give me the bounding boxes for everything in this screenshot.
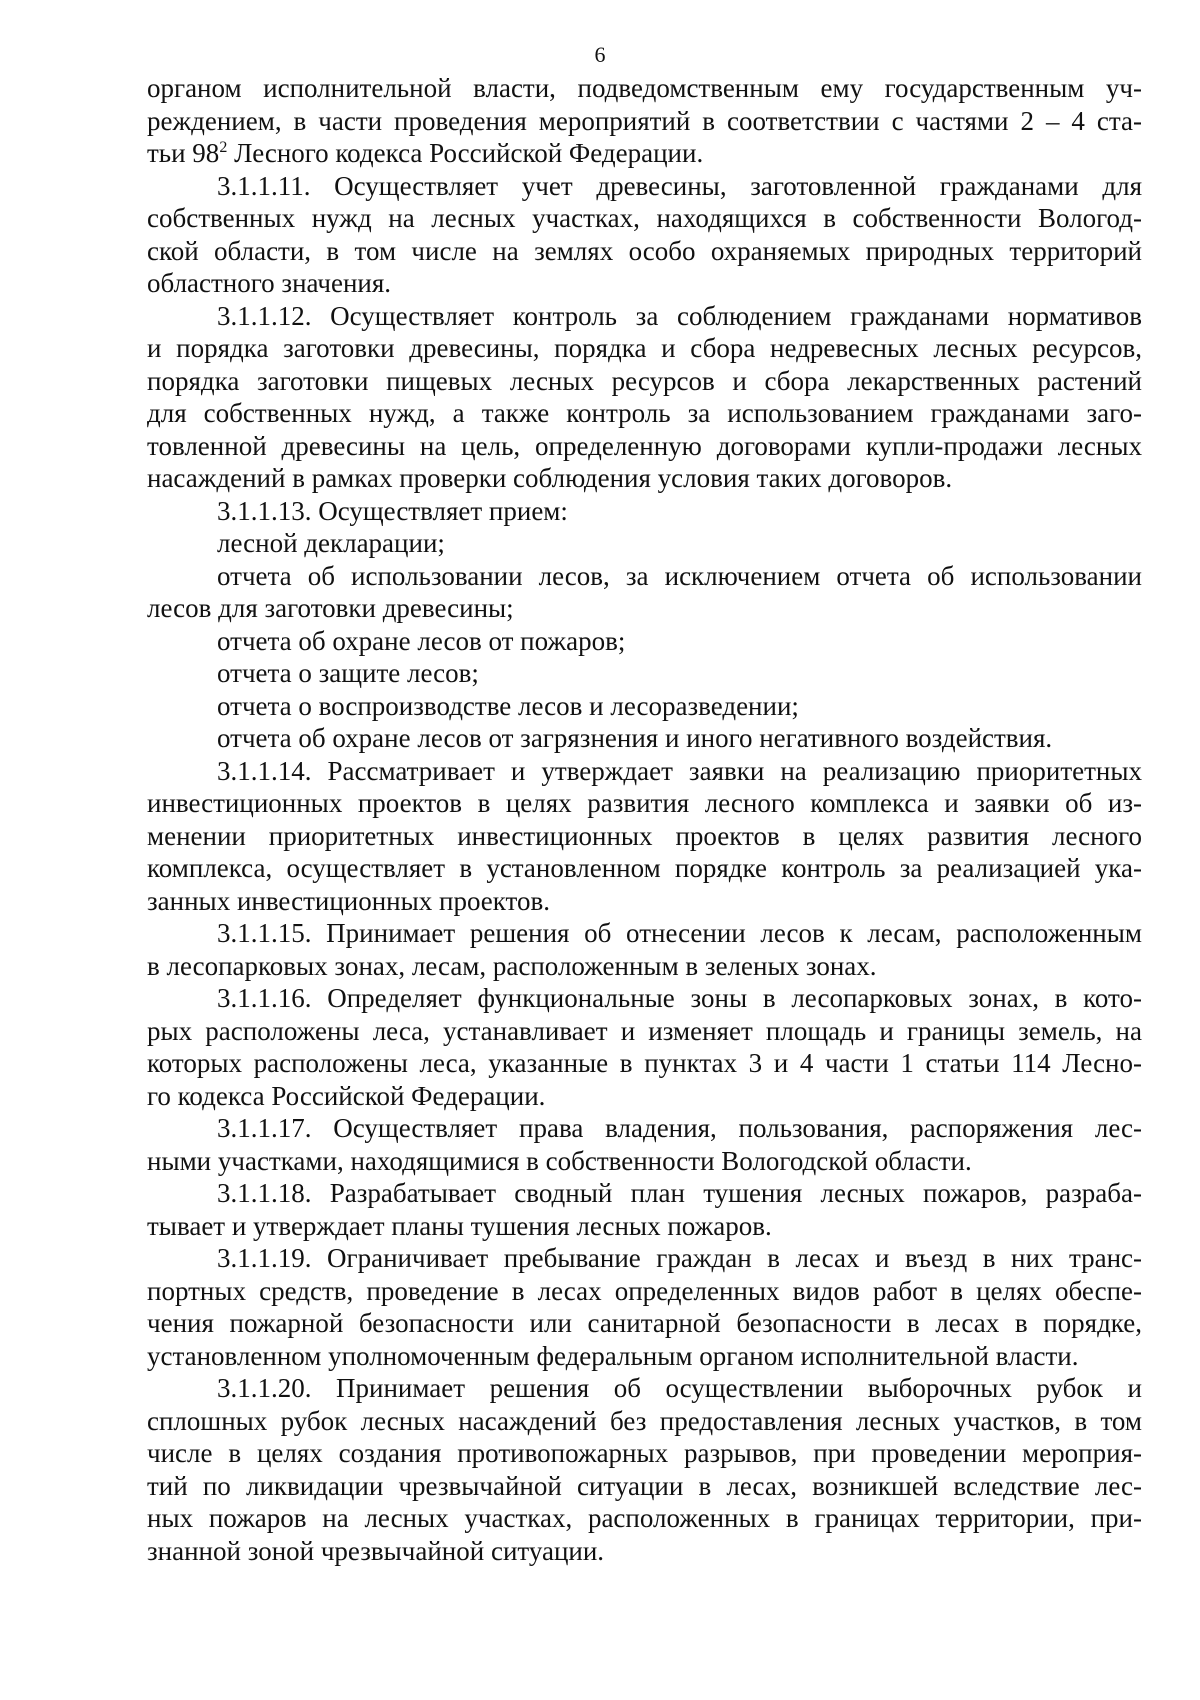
text-line: 3.1.1.18. Разрабатывает сводный план тушения лесных пожаров, разраба-: [217, 1178, 1142, 1208]
text-line: сплошных рубок лесных насаждений без предоставления лесных участков, в том: [147, 1405, 1142, 1436]
text-line: знанной зоной чрезвычайной ситуации.: [147, 1535, 605, 1566]
text-line: 3.1.1.17. Осуществляет права владения, пользования, распоряжения лес-: [217, 1113, 1142, 1143]
text-line: портных средств, проведение в лесах определенных видов работ в целях обеспе-: [147, 1275, 1142, 1306]
page-number: 6: [594, 42, 606, 67]
text-line: в лесопарковых зонах, лесам, расположенным в зеленых зонах.: [147, 950, 877, 981]
text-line: отчета об использовании лесов, за исключением отчета об использовании: [217, 560, 1142, 591]
text-line: 3.1.1.19. Ограничивает пребывание граждан в лесах и въезд в них транс-: [217, 1243, 1142, 1273]
text-line: 3.1.1.11. Осуществляет учет древесины, заготовленной гражданами для: [217, 170, 1142, 201]
text-line: органом исполнительной власти, подведомственным ему государственным уч-: [147, 73, 1142, 103]
text-line: областного значения.: [147, 268, 392, 298]
text-line: инвестиционных проектов в целях развития лесного комплекса и заявки об из-: [147, 788, 1142, 818]
text-line: порядка заготовки пищевых лесных ресурсов и сбора лекарственных растений: [147, 365, 1142, 396]
document-body: [147, 72, 1142, 1567]
text-line: 3.1.1.12. Осуществляет контроль за соблюдением гражданами нормативов: [217, 300, 1142, 331]
text-line: и порядка заготовки древесины, порядка и сбора недревесных лесных ресурсов,: [147, 333, 1142, 363]
text-line: рых расположены леса, устанавливает и изменяет площадь и границы земель, на: [147, 1015, 1142, 1046]
text-line: отчета о воспроизводстве лесов и лесоразведении;: [217, 690, 799, 721]
text-fragment: тьи 98: [147, 138, 220, 168]
text-line: лесов для заготовки древесины;: [147, 593, 514, 623]
text-fragment: Лесного кодекса Российской Федерации.: [227, 138, 704, 168]
text-line: 3.1.1.15. Принимает решения об отнесении лесов к лесам, расположенным: [217, 918, 1142, 948]
text-line: отчета о защите лесов;: [217, 658, 479, 688]
text-line: товленной древесины на цель, определенную договорами купли-продажи лесных: [147, 430, 1142, 461]
text-line: которых расположены леса, указанные в пунктах 3 и 4 части 1 статьи 114 Лесно-: [147, 1048, 1142, 1078]
text-line: лесной декларации;: [217, 528, 445, 558]
text-line: 3.1.1.16. Определяет функциональные зоны в лесопарковых зонах, в кото-: [217, 983, 1142, 1013]
text-line: ных пожаров на лесных участках, расположенных в границах территории, при-: [147, 1503, 1142, 1533]
text-line: чения пожарной безопасности или санитарной безопасности в лесах в порядке,: [147, 1308, 1142, 1338]
text-line: для собственных нужд, а также контроль за использованием гражданами заго-: [147, 398, 1142, 428]
text-line: реждением, в части проведения мероприятий в соответствии с частями 2 – 4 ста-: [147, 105, 1142, 136]
text-line: 3.1.1.14. Рассматривает и утверждает заявки на реализацию приоритетных: [217, 755, 1142, 786]
text-line: го кодекса Российской Федерации.: [147, 1080, 546, 1111]
text-line: отчета об охране лесов от загрязнения и иного негативного воздействия.: [217, 723, 1053, 753]
text-line: тий по ликвидации чрезвычайной ситуации в лесах, возникшей вследствие лес-: [147, 1470, 1142, 1501]
text-line: установленном уполномоченным федеральным органом исполнительной власти.: [147, 1340, 1079, 1371]
text-line: 3.1.1.20. Принимает решения об осуществлении выборочных рубок и: [217, 1373, 1142, 1403]
text-line: комплекса, осуществляет в установленном порядке контроль за реализацией ука-: [147, 853, 1142, 883]
text-line: числе в целях создания противопожарных разрывов, при проведении мероприя-: [147, 1438, 1142, 1468]
text-line: отчета об охране лесов от пожаров;: [217, 625, 626, 656]
text-line: тывает и утверждает планы тушения лесных пожаров.: [147, 1210, 772, 1241]
text-line: собственных нужд на лесных участках, находящихся в собственности Вологод-: [147, 203, 1142, 233]
text-line: занных инвестиционных проектов.: [147, 885, 550, 916]
text-line: [147, 137, 1142, 170]
text-line: насаждений в рамках проверки соблюдения условия таких договоров.: [147, 463, 953, 493]
text-line: ными участками, находящимися в собственности Вологодской области.: [147, 1145, 972, 1176]
text-line: ской области, в том числе на землях особо охраняемых природных территорий: [147, 235, 1142, 266]
superscript: 2: [219, 139, 228, 156]
text-line: менении приоритетных инвестиционных проектов в целях развития лесного: [147, 820, 1142, 851]
text-line: 3.1.1.13. Осуществляет прием:: [217, 495, 568, 526]
